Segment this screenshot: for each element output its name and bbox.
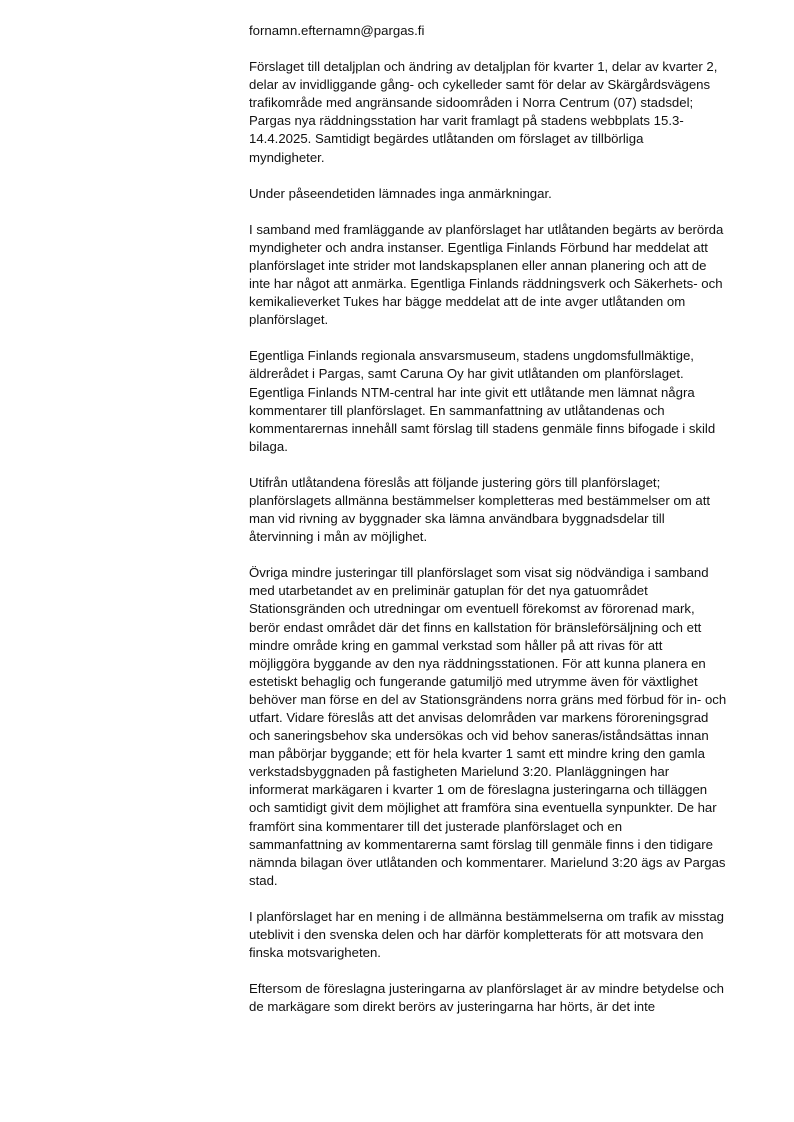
paragraph-conclusion: Eftersom de föreslagna justeringarna av planförslaget är av mindre betydelse och de markägare som direkt berörs av justeringarna har hörts, är det inte <box>249 981 725 1015</box>
paragraph-no-remarks: Under påseendetiden lämnades inga anmärkningar. <box>249 185 552 201</box>
paragraph-other-adjustments: Övriga mindre justeringar till planförslaget som visat sig nödvändiga i samband med utarbetandet av en preliminär gatuplan för det nya gatuområdet Stationsgränden och utredningar om eventuell förekomst av förorenad mark, berör endast området där det finns en kallstation för bränsleförsäljning och ett mindre område kring en gammal verkstad som håller på att rivas för att möjliggöra byggande av den nya räddningsstationen. För att kunna planera en estetiskt behaglig och fungerande gatumiljö med utrymme även för växtlighet behöver man förse en del av Stationsgrändens norra gräns med förbud för in- och utfart. Vidare föreslås att det anvisas delområden var markens föroreningsgrad och saneringsbehov ska undersökas och vid behov saneras/iståndsättas innan man påbörjar byggande; ett för hela kvarter 1 samt ett mindre kring den gamla verkstadsbyggnaden på fastigheten Marielund 3:20. Planläggningen har informerat markägaren i kvarter 1 om de föreslagna justeringarna och tilläggen och samtidigt givit dem möjlighet att framföra sina eventuella synpunkter. De har framfört sina kommentarer till det justerade planförslaget och en sammanfattning av kommentarerna samt förslag till genmäle finns i den tidigare nämnda bilagan över utlåtanden och kommentarer. Marielund 3:20 ägs av Pargas stad. <box>249 565 727 888</box>
paragraph-statements-given: Egentliga Finlands regionala ansvarsmuseum, stadens ungdomsfullmäktige, äldrerådet i Pargas, samt Caruna Oy har givit utlåtanden om planförslaget. Egentliga Finlands NTM-central har inte givit ett utlåtande men lämnat några kommentarer till planförslaget. En sammanfattning av utlåtandenas och kommentarernas innehåll samt förslag till stadens genmäle finns bifogade i skild bilaga. <box>249 348 716 454</box>
paragraph-statements-requested: I samband med framläggande av planförslaget har utlåtanden begärts av berörda myndigheter och andra instanser. Egentliga Finlands Förbund har meddelat att planförslaget inte strider mot landskapsplanen eller annan planering och att de inte har något att anmärka. Egentliga Finlands räddningsverk och Säkerhets- och kemikalieverket Tukes har bägge meddelat att de inte avger utlåtanden om planförslaget. <box>249 221 724 328</box>
email-address[interactable]: fornamn.efternamn@pargas.fi <box>249 23 425 38</box>
paragraph-proposal-intro: Förslaget till detaljplan och ändring av detaljplan för kvarter 1, delar av kvarter 2, delar av invidliggande gång- och cykelleder samt för delar av Skärgårdsvägens trafikområde med angränsande sidoområden i Norra Centrum (07) stadsdel; Pargas nya räddningsstation har varit framlagt på stadens webbplats 15.3- 14.4.2025. Samtidigt begärdes utlåtanden om förslaget av tillbörliga myndigheter. <box>249 59 718 165</box>
paragraph-traffic-regulation: I planförslaget har en mening i de allmänna bestämmelserna om trafik av misstag uteblivit i den svenska delen och har därför kompletterats för att motsvara den finska motsvarigheten. <box>249 908 724 961</box>
paragraph-adjustment: Utifrån utlåtandena föreslås att följande justering görs till planförslaget; planförslagets allmänna bestämmelser kompletteras med bestämmelser om att man vid rivning av byggnader ska lämna användbara byggnadsdelar till återvinning i mån av möjlighet. <box>249 474 711 545</box>
document-page <box>249 22 749 1034</box>
